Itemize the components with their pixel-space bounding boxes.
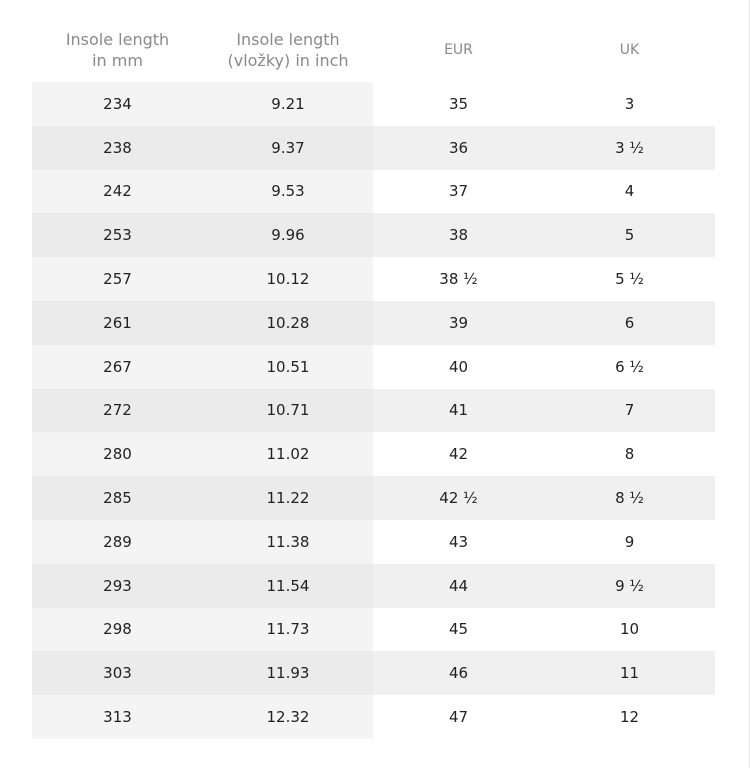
cell-uk: 8	[544, 432, 715, 476]
cell-eur: 40	[373, 345, 544, 389]
cell-inch: 12.32	[203, 695, 373, 739]
cell-mm: 285	[32, 476, 203, 520]
cell-inch: 9.37	[203, 126, 373, 170]
cell-mm: 242	[32, 170, 203, 214]
cell-eur: 35	[373, 82, 544, 126]
table-row	[32, 170, 715, 214]
cell-inch: 11.93	[203, 651, 373, 695]
table-row	[32, 126, 715, 170]
cell-uk: 6 ½	[544, 345, 715, 389]
cell-eur: 38	[373, 213, 544, 257]
cell-eur: 38 ½	[373, 257, 544, 301]
cell-eur: 36	[373, 126, 544, 170]
cell-uk: 10	[544, 608, 715, 652]
cell-inch: 11.73	[203, 608, 373, 652]
cell-uk: 8 ½	[544, 476, 715, 520]
cell-mm: 280	[32, 432, 203, 476]
header-insole-inch: Insole length (vložky) in inch	[227, 30, 349, 70]
cell-mm: 253	[32, 213, 203, 257]
cell-eur: 37	[373, 170, 544, 214]
cell-inch: 10.51	[203, 345, 373, 389]
table-row	[32, 695, 715, 739]
cell-mm: 303	[32, 651, 203, 695]
cell-uk: 4	[544, 170, 715, 214]
cell-mm: 272	[32, 389, 203, 433]
table-row	[32, 345, 715, 389]
cell-uk: 9 ½	[544, 564, 715, 608]
table-row	[32, 476, 715, 520]
header-insole-mm: Insole length in mm	[65, 30, 170, 70]
cell-eur: 39	[373, 301, 544, 345]
cell-eur: 45	[373, 608, 544, 652]
table-row	[32, 213, 715, 257]
cell-mm: 261	[32, 301, 203, 345]
cell-inch: 9.21	[203, 82, 373, 126]
cell-uk: 9	[544, 520, 715, 564]
table-row	[32, 257, 715, 301]
table-row	[32, 651, 715, 695]
table-row	[32, 564, 715, 608]
cell-uk: 11	[544, 651, 715, 695]
header-row	[32, 18, 715, 82]
cell-eur: 44	[373, 564, 544, 608]
cell-uk: 3	[544, 82, 715, 126]
cell-inch: 10.71	[203, 389, 373, 433]
cell-eur: 46	[373, 651, 544, 695]
table-header	[32, 18, 715, 82]
cell-uk: 5 ½	[544, 257, 715, 301]
cell-eur: 47	[373, 695, 544, 739]
cell-inch: 9.53	[203, 170, 373, 214]
cell-eur: 41	[373, 389, 544, 433]
cell-eur: 43	[373, 520, 544, 564]
table-row	[32, 82, 715, 126]
cell-mm: 267	[32, 345, 203, 389]
cell-inch: 11.02	[203, 432, 373, 476]
table-body	[32, 82, 715, 739]
cell-uk: 3 ½	[544, 126, 715, 170]
cell-inch: 9.96	[203, 213, 373, 257]
cell-uk: 5	[544, 213, 715, 257]
cell-inch: 10.28	[203, 301, 373, 345]
header-eur: EUR	[444, 41, 473, 58]
size-chart-table	[32, 18, 715, 739]
cell-uk: 6	[544, 301, 715, 345]
cell-mm: 234	[32, 82, 203, 126]
cell-uk: 7	[544, 389, 715, 433]
table-row	[32, 389, 715, 433]
cell-inch: 11.38	[203, 520, 373, 564]
cell-inch: 11.22	[203, 476, 373, 520]
cell-eur: 42	[373, 432, 544, 476]
table-row	[32, 608, 715, 652]
table-row	[32, 301, 715, 345]
cell-mm: 289	[32, 520, 203, 564]
header-uk: UK	[619, 41, 640, 58]
cell-mm: 238	[32, 126, 203, 170]
cell-uk: 12	[544, 695, 715, 739]
cell-eur: 42 ½	[373, 476, 544, 520]
cell-inch: 10.12	[203, 257, 373, 301]
cell-mm: 313	[32, 695, 203, 739]
cell-mm: 293	[32, 564, 203, 608]
cell-mm: 298	[32, 608, 203, 652]
cell-inch: 11.54	[203, 564, 373, 608]
table-row	[32, 520, 715, 564]
table-row	[32, 432, 715, 476]
cell-mm: 257	[32, 257, 203, 301]
